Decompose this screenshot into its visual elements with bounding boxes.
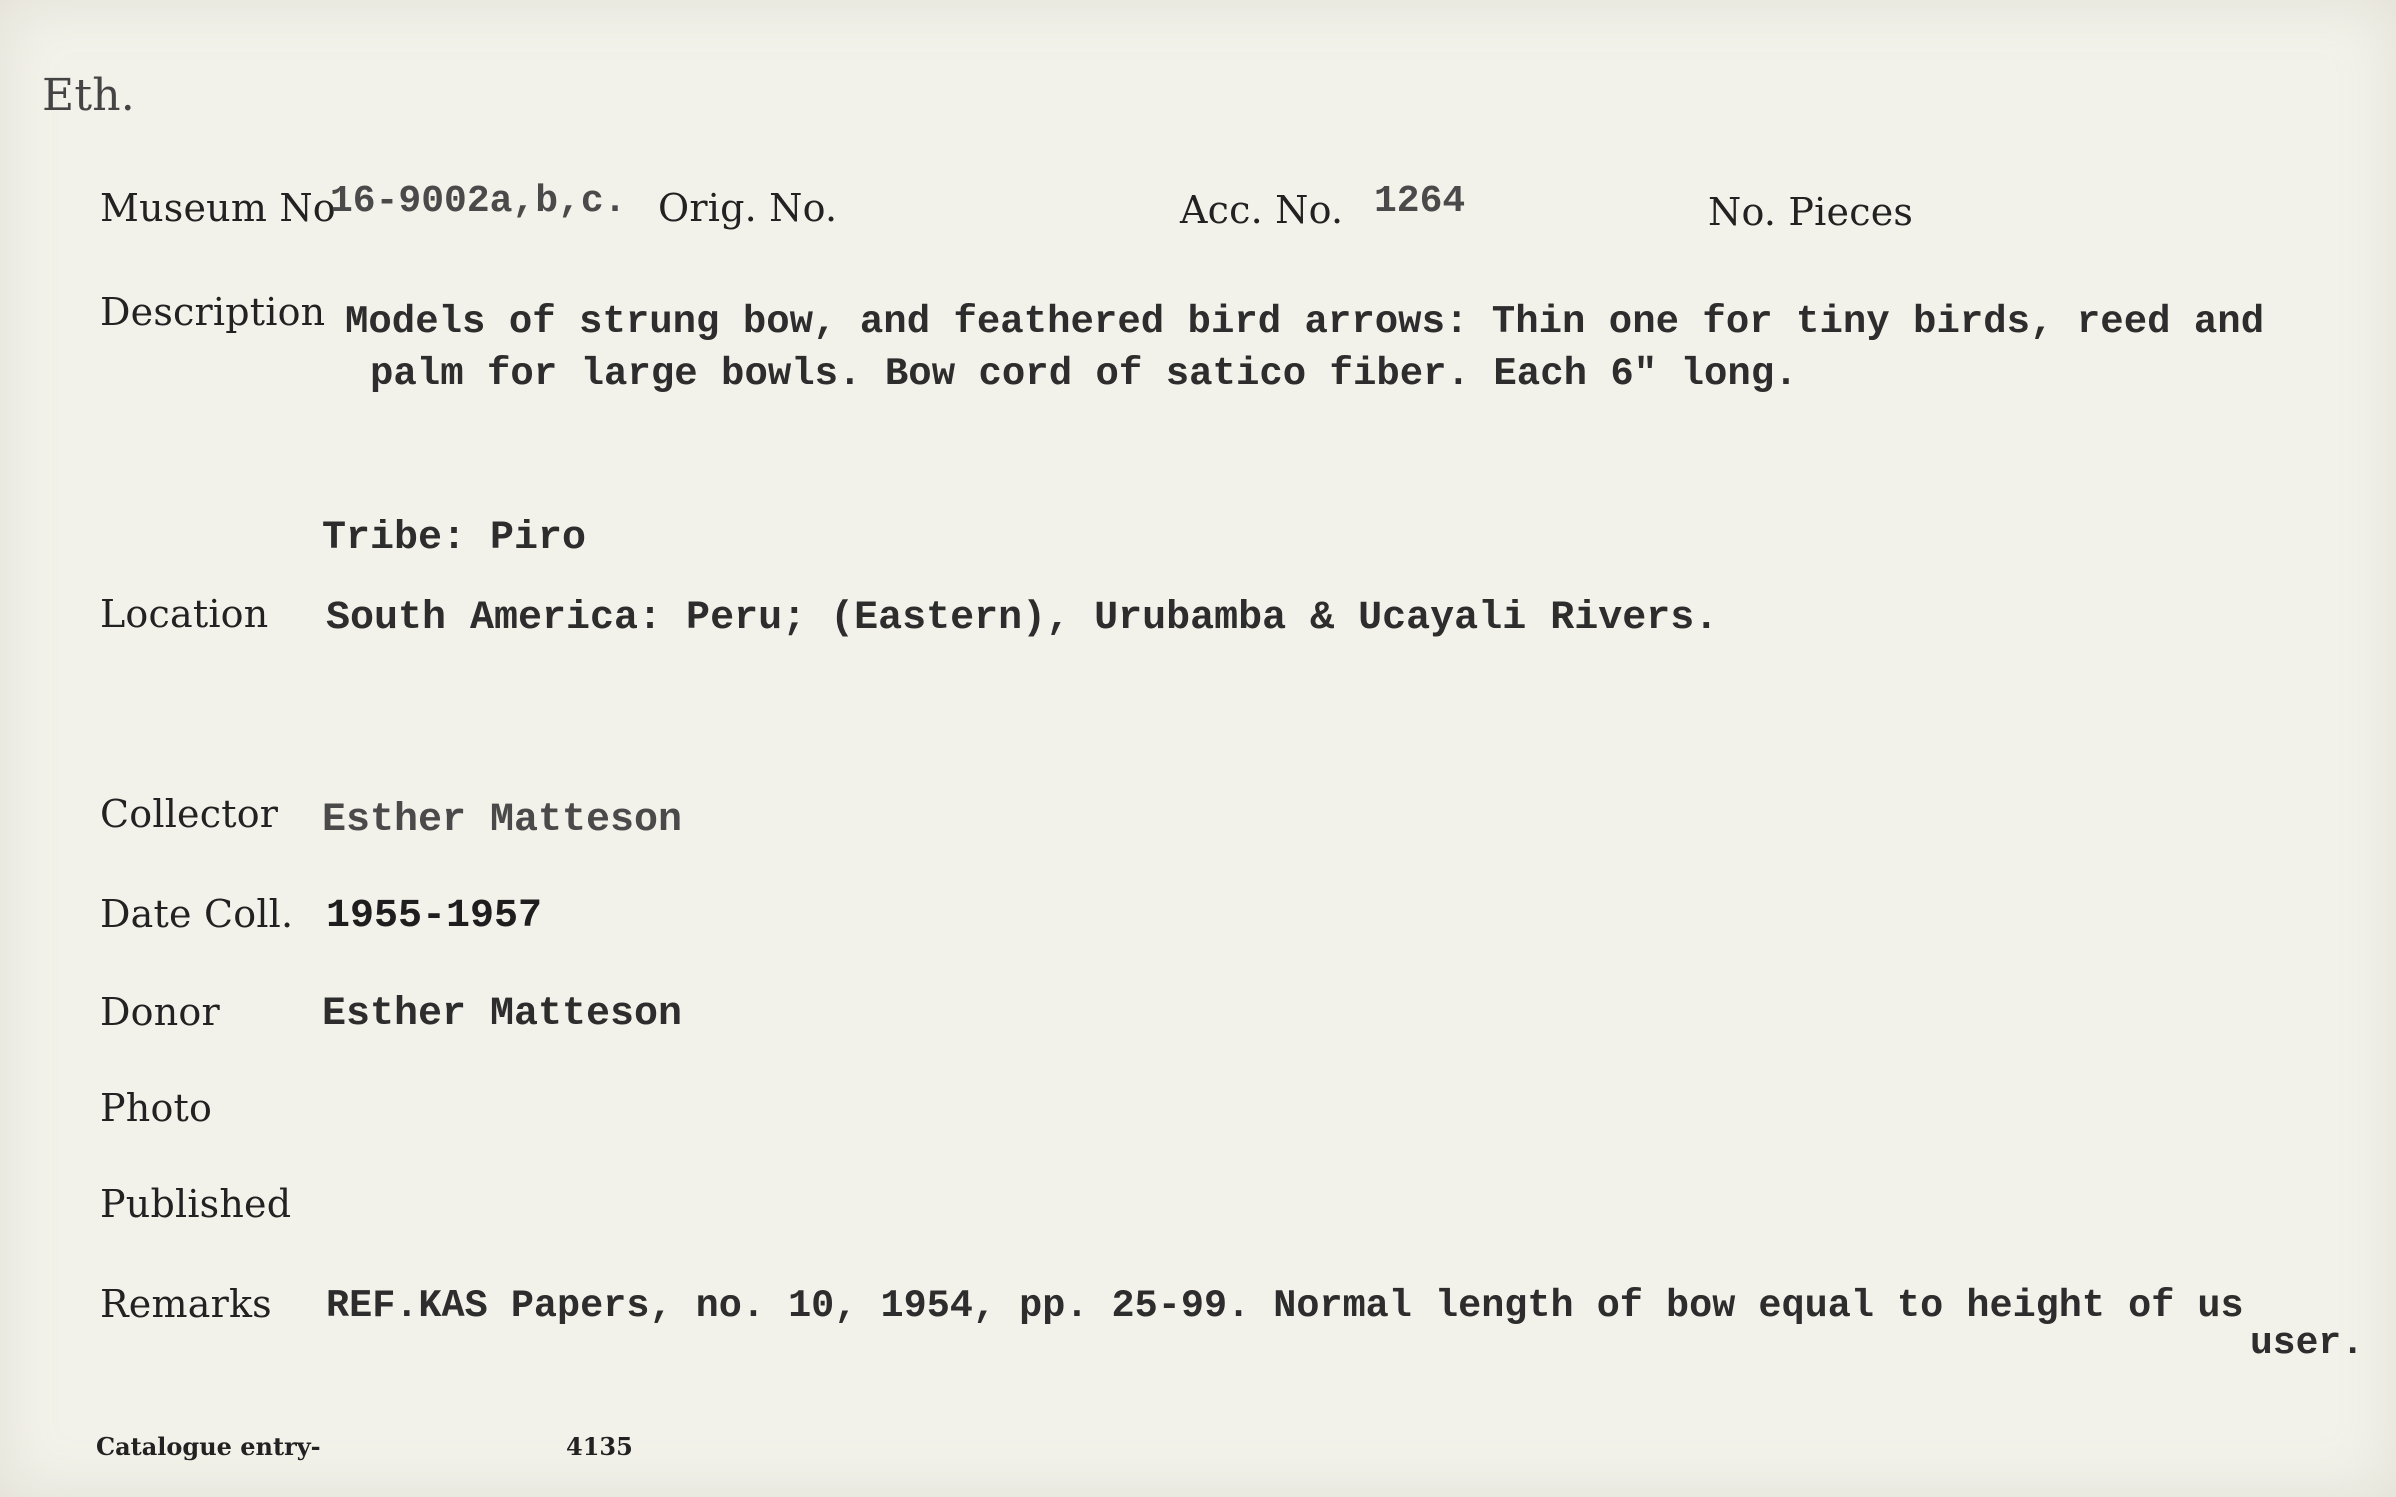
description-line-1: Models of strung bow, and feathered bird arrows: Thin one for tiny birds, reed and	[345, 300, 2265, 344]
photo-label: Photo	[100, 1086, 213, 1130]
date-coll-value: 1955-1957	[326, 894, 543, 939]
description-label: Description	[100, 290, 326, 334]
catalogue-entry-label: Catalogue entry-	[96, 1432, 321, 1461]
museum-no-label: Museum No	[100, 186, 336, 230]
date-coll-label: Date Coll.	[100, 892, 294, 936]
description-line-2: palm for large bowls. Bow cord of satico fiber. Each 6" long.	[370, 352, 1798, 396]
tribe-value: Tribe: Piro	[322, 516, 587, 561]
acc-no-value: 1264	[1374, 180, 1466, 223]
published-label: Published	[100, 1182, 292, 1226]
remarks-line-1: REF.KAS Papers, no. 10, 1954, pp. 25-99. Normal length of bow equal to height of us	[326, 1284, 2244, 1328]
no-pieces-label: No. Pieces	[1708, 190, 1914, 234]
collector-value: Esther Matteson	[322, 798, 683, 843]
collector-label: Collector	[100, 792, 279, 836]
catalogue-number: 4135	[566, 1432, 633, 1461]
remarks-label: Remarks	[100, 1282, 272, 1326]
donor-value: Esther Matteson	[322, 992, 683, 1037]
donor-label: Donor	[100, 990, 220, 1034]
remarks-line-2: user.	[2250, 1322, 2365, 1365]
division-label: Eth.	[42, 70, 135, 121]
orig-no-label: Orig. No.	[658, 186, 838, 230]
location-value: South America: Peru; (Eastern), Urubamba & Ucayali Rivers.	[326, 596, 1719, 641]
location-label: Location	[100, 592, 269, 636]
museum-no-value: 16-9002a,b,c.	[330, 180, 627, 223]
acc-no-label: Acc. No.	[1180, 188, 1344, 232]
